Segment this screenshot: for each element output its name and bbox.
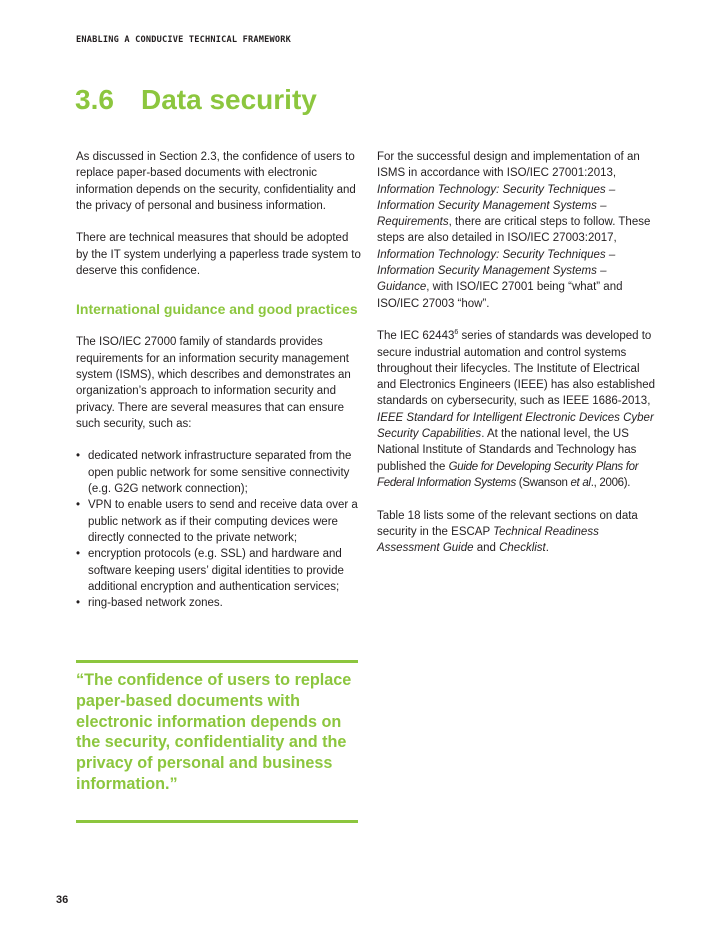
section-title-text: Data security (141, 84, 317, 115)
text-run: . At the national level, the US National Institute of Standards and Technology has published the (377, 428, 637, 473)
text-run: . (545, 542, 549, 555)
text-run: ., 2006). (590, 476, 631, 489)
list-item: • dedicated network infrastructure separated from the open public network for some sensitive connectivity (e.g. G2G network connection); (76, 448, 361, 497)
running-header: ENABLING A CONDUCIVE TECHNICAL FRAMEWORK (76, 35, 291, 45)
paragraph (377, 149, 657, 312)
left-column (76, 149, 361, 611)
text-run: , with ISO/IEC 27001 being “what” and ISO/IEC 27003 “how”. (377, 281, 623, 310)
citation-title: IEEE Standard for Intelligent Electronic Devices Cyber Security Capabilities (377, 411, 654, 441)
citation-title: Information Technology: Security Techniques – Information Security Management Systems – Guidance (377, 248, 616, 294)
citation-title: Guide for Developing Security Plans for Federal Information Systems (377, 460, 639, 489)
paragraph: The ISO/IEC 27000 family of standards provides requirements for an information security management system (ISMS), which describes and demonstrates an organization’s approach to information security and privacy. There are several measures that can ensure such security, such as: (76, 336, 351, 430)
text-run: The IEC 62443 (377, 330, 455, 343)
text-run: and (473, 542, 500, 555)
citation-title: Checklist (499, 542, 546, 555)
paragraph (377, 328, 657, 491)
text-run: series of standards was developed to secure industrial automation and control systems throughout their lifecycles. The Institute of Electrical and Electronics Engineers (IEEE) has also established standards on cybersecurity, such as IEEE 1686-2013, (377, 330, 656, 408)
pull-quote-text: “The confidence of users to replace paper-based documents with electronic information depends on the security, confidentiality and the privacy of personal and business information.” (76, 671, 352, 793)
section-number: 3.6 (75, 84, 114, 115)
right-column (377, 149, 657, 573)
text-run-italic: et al (570, 476, 591, 489)
subheading: International guidance and good practices (76, 301, 358, 318)
citation-title: Information Technology: Security Techniques – Information Security Management Systems – Requirements (377, 183, 616, 229)
text-run: Table 18 lists some of the relevant sections on data security in the ESCAP (377, 509, 638, 538)
text-run: (Swanson (515, 476, 571, 489)
paragraph (377, 508, 657, 557)
citation-title: Technical Readiness Assessment Guide (377, 525, 599, 555)
paragraph: There are technical measures that should be adopted by the IT system underlying a paperless trade system to deserve this confidence. (76, 232, 361, 278)
list-item: • encryption protocols (e.g. SSL) and hardware and software keeping users’ digital identities to provide additional encryption and authentication services; (76, 546, 361, 595)
text-run: For the successful design and implementation of an ISMS in accordance with ISO/IEC 27001:2013, (377, 151, 640, 180)
paragraph: As discussed in Section 2.3, the confidence of users to replace paper-based documents with electronic information depends on the security, confidentiality and the privacy of personal and business information. (76, 151, 356, 212)
list-item: • ring-based network zones. (76, 595, 361, 611)
list-item: • VPN to enable users to send and receive data over a public network as if their computing devices were directly connected to the private network; (76, 497, 361, 546)
page-number: 36 (56, 894, 69, 906)
bullet-list (76, 448, 361, 611)
text-run: , there are critical steps to follow. These steps are also detailed in ISO/IEC 27003:2017, (377, 216, 651, 245)
pull-quote (76, 660, 358, 823)
section-title (75, 84, 317, 116)
footnote-marker: 6 (454, 329, 459, 337)
